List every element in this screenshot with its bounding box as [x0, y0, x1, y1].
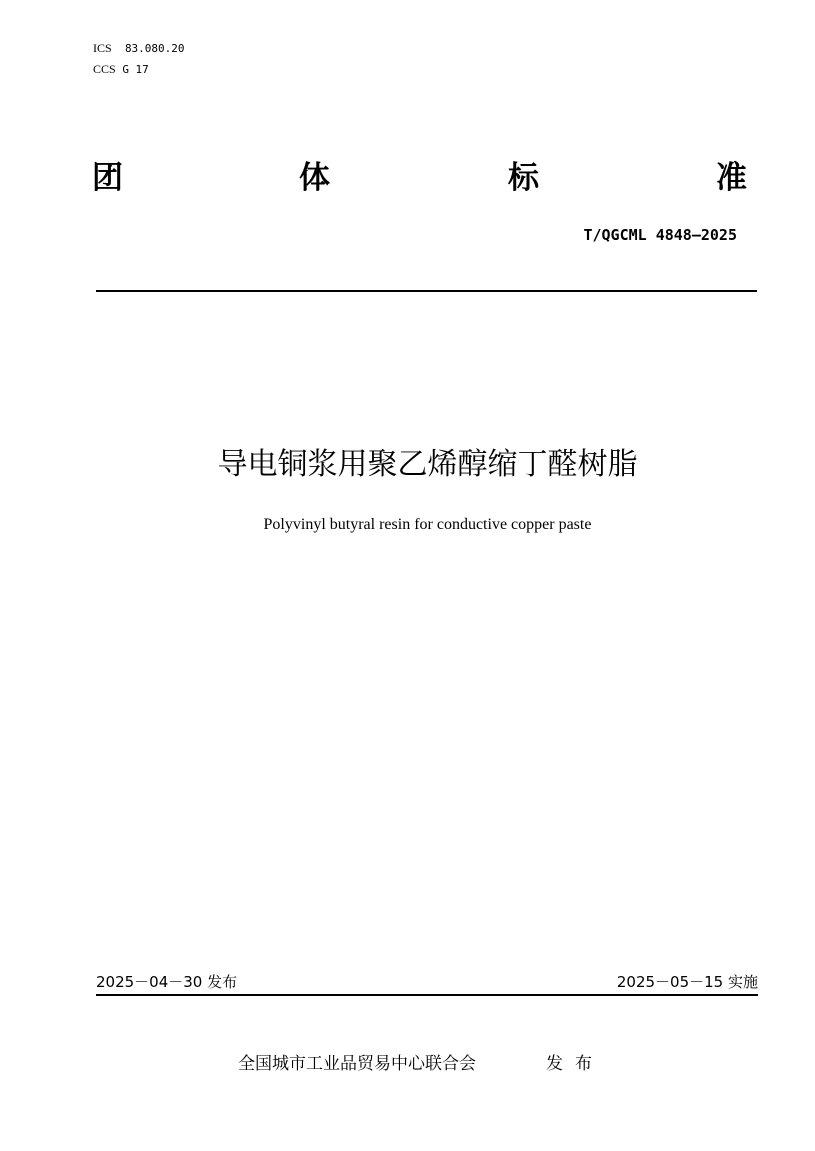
- ccs-code: G 17: [122, 63, 149, 76]
- header-char-ti: 体: [299, 160, 330, 196]
- issue-date: 2025－04－30 发布: [96, 973, 238, 991]
- ics-label: ICS: [93, 41, 112, 55]
- publisher-name: 全国城市工业品贸易中心联合会: [238, 1054, 476, 1074]
- header-divider: [96, 290, 757, 292]
- header-char-tuan: 团: [92, 160, 123, 196]
- ccs-line: [93, 62, 149, 77]
- header-char-biao: 标: [508, 160, 539, 196]
- ics-line: [93, 41, 185, 56]
- ics-code: 83.080.20: [124, 42, 185, 55]
- standard-number: T/QGCML 4848—2025: [583, 226, 737, 244]
- implementation-date: 2025－05－15 实施: [616, 973, 758, 991]
- footer-divider: [96, 994, 758, 996]
- title-chinese: 导电铜浆用聚乙烯醇缩丁醛树脂: [217, 447, 638, 482]
- header-char-zhun: 准: [716, 160, 747, 196]
- title-english: Polyvinyl butyral resin for conductive copper paste: [263, 516, 592, 533]
- ccs-label: CCS: [93, 62, 116, 76]
- publish-action: 发布: [546, 1054, 604, 1074]
